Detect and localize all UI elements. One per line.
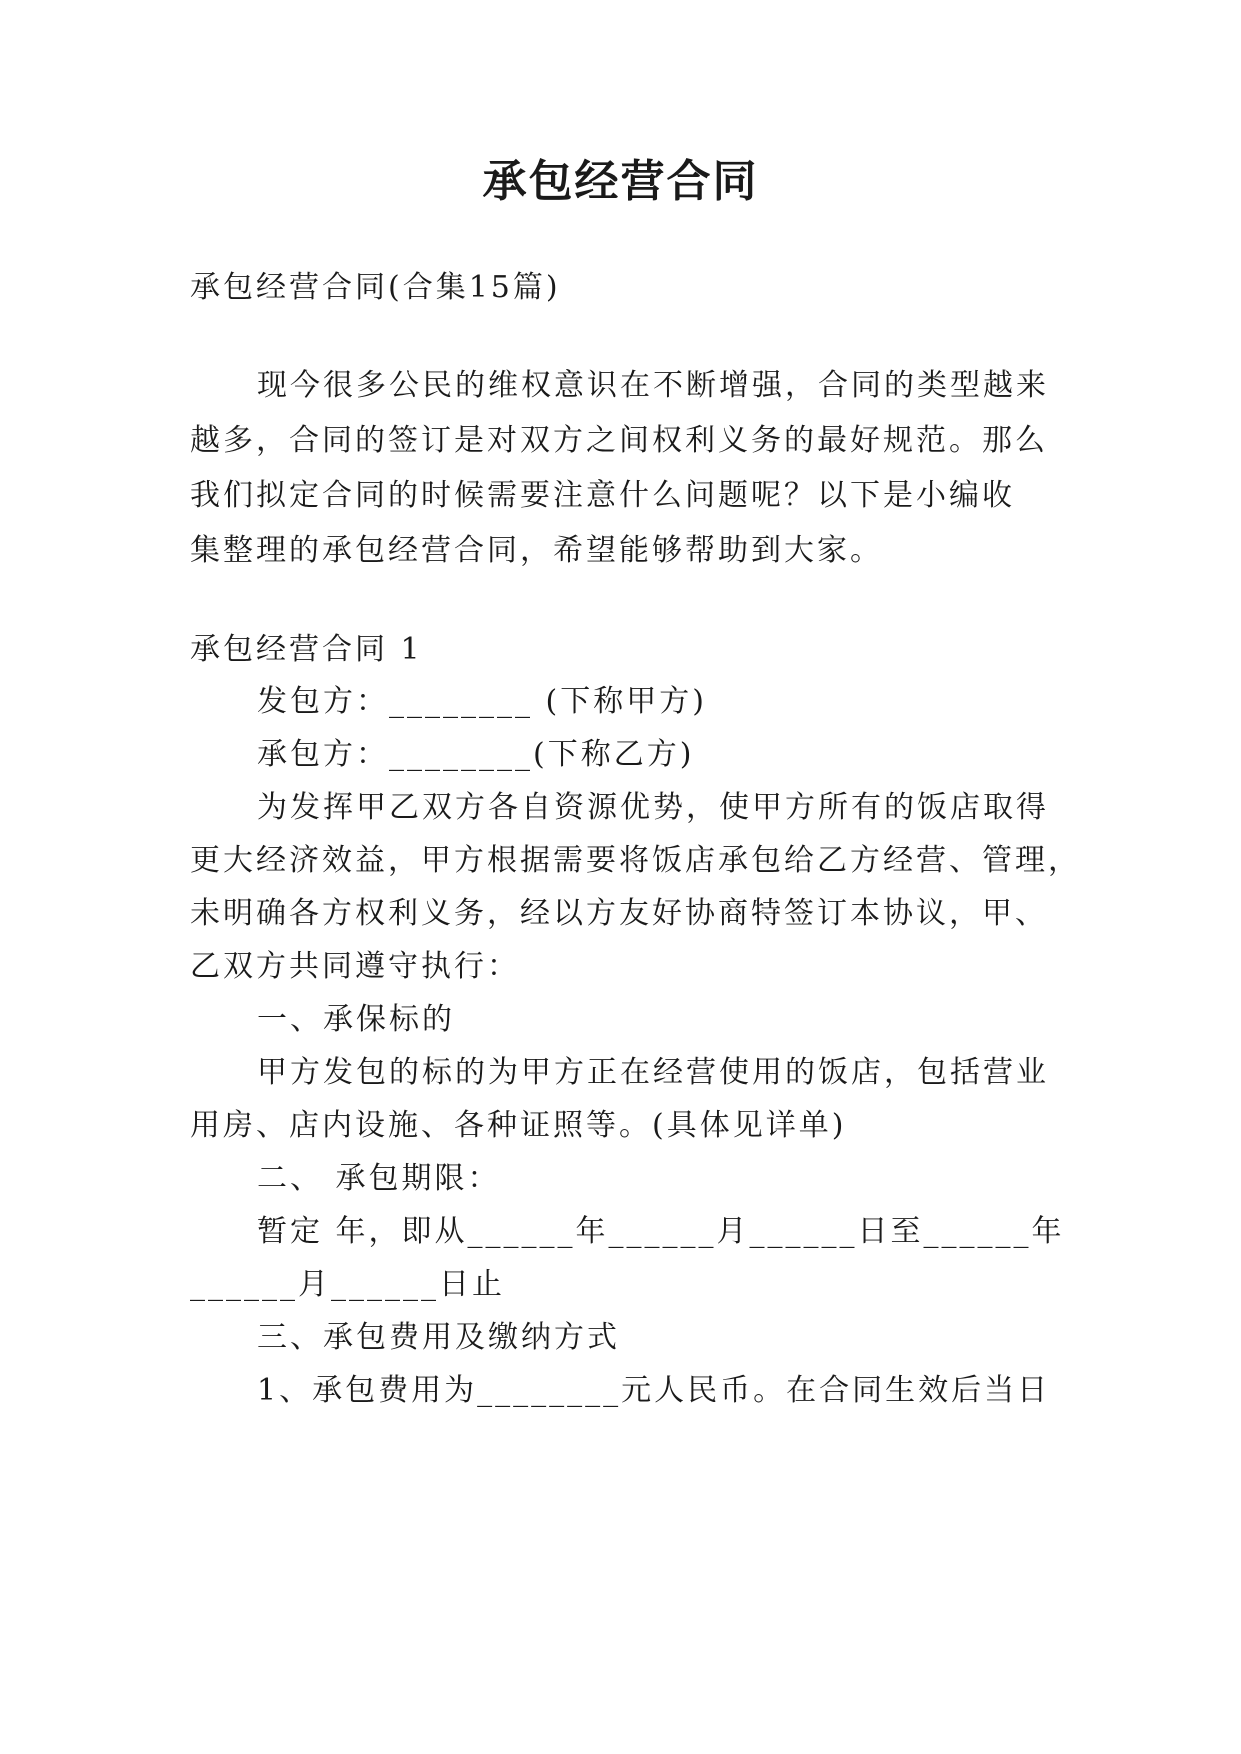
- body-line: 乙双方共同遵守执行：: [190, 949, 520, 984]
- fee-line: 1、承包费用为________元人民币。在合同生效后当日: [257, 1373, 1051, 1408]
- intro-line: 现今很多公民的维权意识在不断增强，合同的类型越来: [257, 368, 1049, 403]
- party-b-line: 承包方：________(下称乙方): [257, 737, 695, 772]
- body-line: 甲方发包的标的为甲方正在经营使用的饭店，包括营业: [257, 1055, 1049, 1090]
- section-heading: 承包经营合同 1: [190, 632, 423, 667]
- party-a-line: 发包方：________ (下称甲方): [257, 684, 707, 719]
- term-line: ______月______日止: [190, 1267, 505, 1302]
- body-line: 为发挥甲乙双方各自资源优势，使甲方所有的饭店取得: [257, 790, 1049, 825]
- clause-heading: 三、承包费用及缴纳方式: [257, 1320, 620, 1355]
- document-title: 承包经营合同: [482, 156, 759, 207]
- body-line: 未明确各方权利义务，经以方友好协商特签订本协议，甲、: [190, 896, 1048, 931]
- body-line: 用房、店内设施、各种证照等。(具体见详单): [190, 1108, 847, 1143]
- intro-line: 越多，合同的签订是对双方之间权利义务的最好规范。那么: [190, 423, 1048, 458]
- clause-heading: 一、承保标的: [257, 1002, 455, 1037]
- body-line: 更大经济效益，甲方根据需要将饭店承包给乙方经营、管理，: [190, 843, 1081, 878]
- document-subtitle: 承包经营合同(合集15篇): [190, 270, 561, 305]
- intro-line: 我们拟定合同的时候需要注意什么问题呢？以下是小编收: [190, 478, 1015, 513]
- term-line: 暂定 年，即从______年______月______日至______年: [257, 1214, 1065, 1249]
- intro-line: 集整理的承包经营合同，希望能够帮助到大家。: [190, 533, 883, 568]
- clause-heading: 二、 承包期限：: [257, 1161, 501, 1196]
